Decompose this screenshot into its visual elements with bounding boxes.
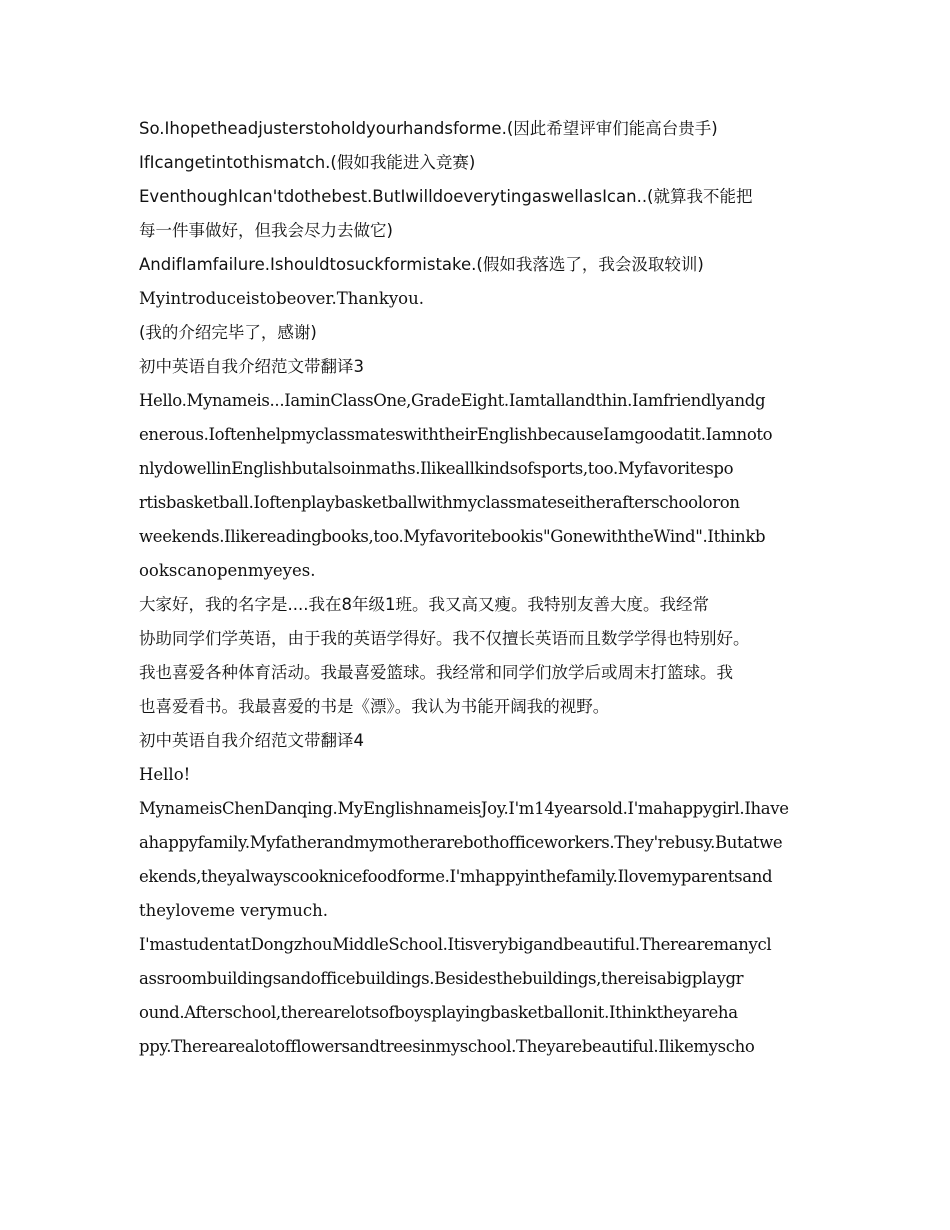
text-line: Hello.Mynameis...IaminClassOne,GradeEight.Iamtallandthin.Iamfriendlyandg [139,391,766,410]
section-heading: 初中英语自我介绍范文带翻译4 [139,731,364,750]
text-line: AndifIamfailure.Ishouldtosuckformistake.(假如我落选了，我会汲取较训) [139,255,704,274]
text-line: 每一件事做好，但我会尽力去做它) [139,221,393,240]
text-line: MynameisChenDanqing.MyEnglishnameisJoy.I'm14yearsold.I'mahappygirl.Ihave [139,799,789,818]
text-line: ound.Afterschool,therearelotsofboysplayingbasketballonit.Ithinktheyareha [139,1003,738,1022]
text-line: 大家好，我的名字是....我在8年级1班。我又高又瘦。我特别友善大度。我经常 [139,595,709,614]
text-line: 协助同学们学英语，由于我的英语学得好。我不仅擅长英语而且数学学得也特别好。 [139,629,750,648]
text-line: theyloveme verymuch. [139,901,328,920]
text-line: Myintroduceistobeover.Thankyou. [139,289,424,308]
text-line: IfIcangetintothismatch.(假如我能进入竞赛) [139,153,476,172]
text-line: nlydowellinEnglishbutalsoinmaths.Ilikeallkindsofsports,too.Myfavoritespo [139,459,734,478]
text-line: weekends.Ilikereadingbooks,too.Myfavoritebookis"GonewiththeWind".Ithinkb [139,527,766,546]
text-line: EventhoughIcan'tdothebest.ButIwilldoeverytingaswellasIcan..(就算我不能把 [139,187,753,206]
text-line: ppy.Therearealotofflowersandtreesinmyschool.Theyarebeautiful.Ilikemyscho [139,1037,755,1056]
text-line: I'mastudentatDongzhouMiddleSchool.Itisverybigandbeautiful.Therearemanycl [139,935,772,954]
text-line: Hello! [139,765,191,784]
document-page [139,112,819,1064]
text-line: ookscanopenmyeyes. [139,561,316,580]
section-heading: 初中英语自我介绍范文带翻译3 [139,357,364,376]
text-line: assroombuildingsandofficebuildings.Besidesthebuildings,thereisabigplaygr [139,969,744,988]
text-line: ahappyfamily.Myfatherandmymotherarebothofficeworkers.They'rebusy.Butatwe [139,833,783,852]
text-line: 我也喜爱各种体育活动。我最喜爱篮球。我经常和同学们放学后或周末打篮球。我 [139,663,733,682]
text-line: 也喜爱看书。我最喜爱的书是《漂》。我认为书能开阔我的视野。 [139,697,610,716]
text-line: (我的介绍完毕了，感谢) [139,323,317,342]
text-line: rtisbasketball.Ioftenplaybasketballwithmyclassmateseitherafterschooloron [139,493,740,512]
text-line: ekends,theyalwayscooknicefoodforme.I'mhappyinthefamily.Ilovemyparentsand [139,867,773,886]
text-line: enerous.IoftenhelpmyclassmateswiththeirEnglishbecauseIamgoodatit.Iamnoto [139,425,773,444]
text-line: So.Ihopetheadjusterstoholdyourhandsforme.(因此希望评审们能高台贵手) [139,119,718,138]
